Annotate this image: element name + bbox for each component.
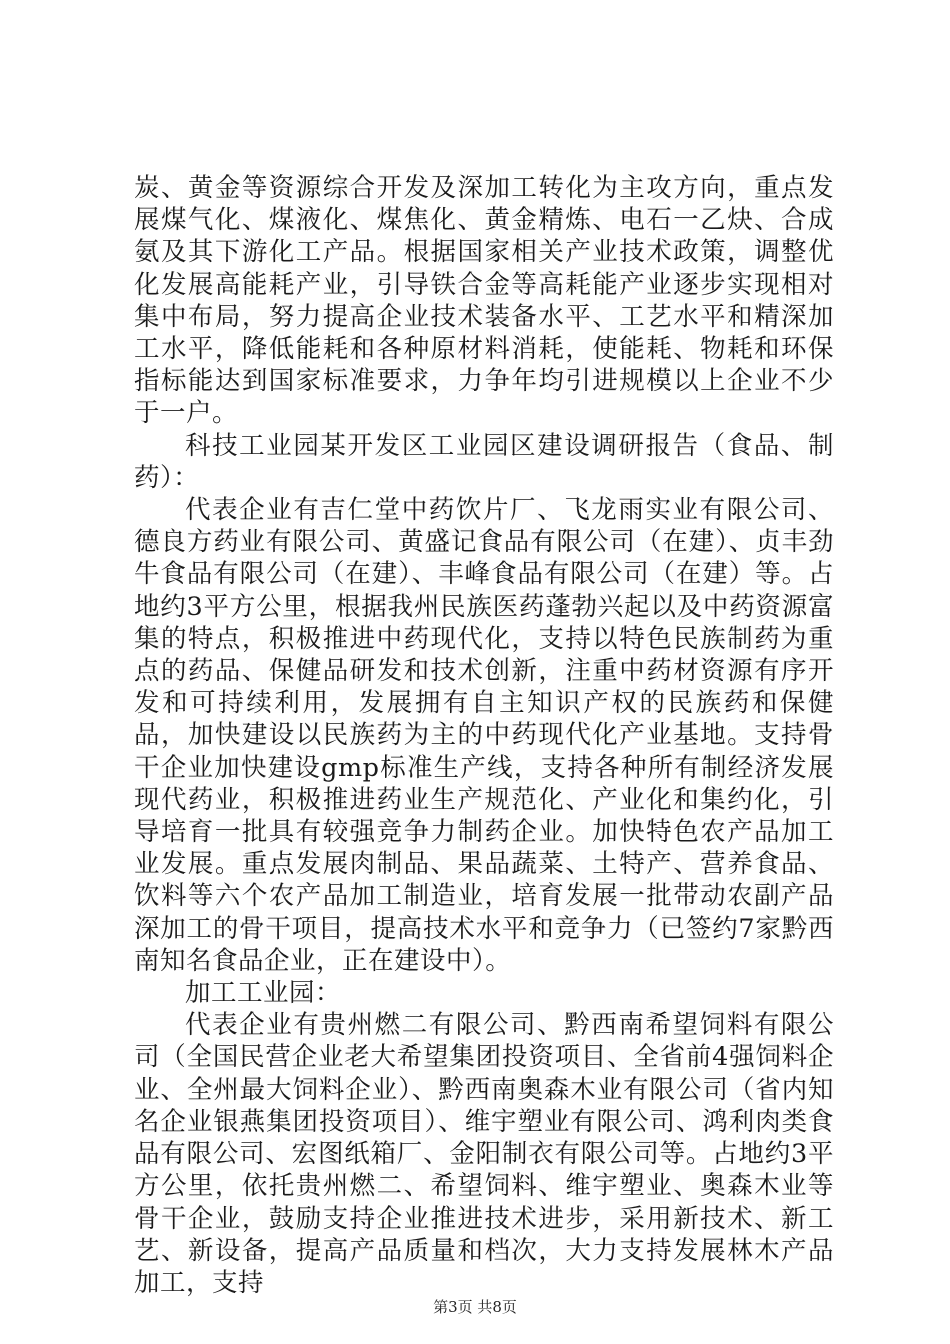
paragraph-heading-processing-park: 加工工业园： <box>185 978 342 1009</box>
paragraph-resource-development: 炭、黄金等资源综合开发及深加工转化为主攻方向，重点发展煤气化、煤液化、煤焦化、黄金精炼、电石一乙炔、合成氨及其下游化工产品。根据国家相关产业技术政策，调整优化发展高能耗产业，引导铁合金等高耗能产业逐步实现相对集中布局，努力提高企业技术装备水平、工艺水平和精深加工水平，降低能耗和各种原材料消耗，使能耗、物耗和环保指标能达到国家标准要求，力争年均引进规模以上企业不少于一户。 <box>134 173 834 429</box>
paragraph-heading-tech-park: 科技工业园某开发区工业园区建设调研报告（食品、制药）： <box>134 430 834 493</box>
paragraph-tech-park-detail: 代表企业有吉仁堂中药饮片厂、飞龙雨实业有限公司、德良方药业有限公司、黄盛记食品有限公司（在建）、贞丰劲牛食品有限公司（在建）、丰峰食品有限公司（在建）等。占地约3平方公里，根据我州民族医药蓬勃兴起以及中药资源富集的特点，积极推进中药现代化，支持以特色民族制药为重点的药品、保健品研发和技术创新，注重中药材资源有序开发和可持续利用，发展拥有自主知识产权的民族药和保健品，加快建设以民族药为主的中药现代化产业基地。支持骨干企业加快建设gmp标准生产线，支持各种所有制经济发展现代药业，积极推进药业生产规范化、产业化和集约化，引导培育一批具有较强竞争力制药企业。加快特色农产品加工业发展。重点发展肉制品、果品蔬菜、土特产、营养食品、饮料等六个农产品加工制造业，培育发展一批带动农副产品深加工的骨干项目，提高技术水平和竞争力（已签约7家黔西南知名食品企业，正在建设中）。 <box>134 495 834 976</box>
paragraph-processing-park-detail: 代表企业有贵州燃二有限公司、黔西南希望饲料有限公司（全国民营企业老大希望集团投资项目、全省前4强饲料企业、全州最大饲料企业）、黔西南奥森木业有限公司（省内知名企业银燕集团投资项目）、维宇塑业有限公司、鸿利肉类食品有限公司、宏图纸箱厂、金阳制衣有限公司等。占地约3平方公里，依托贵州燃二、希望饲料、维宇塑业、奥森木业等骨干企业，鼓励支持企业推进技术进步，采用新技术、新工艺、新设备，提高产品质量和档次，大力支持发展林木产品加工，支持 <box>134 1010 834 1298</box>
document-body <box>134 172 834 1299</box>
page-number-footer: 第3页 共8页 <box>433 1298 517 1316</box>
